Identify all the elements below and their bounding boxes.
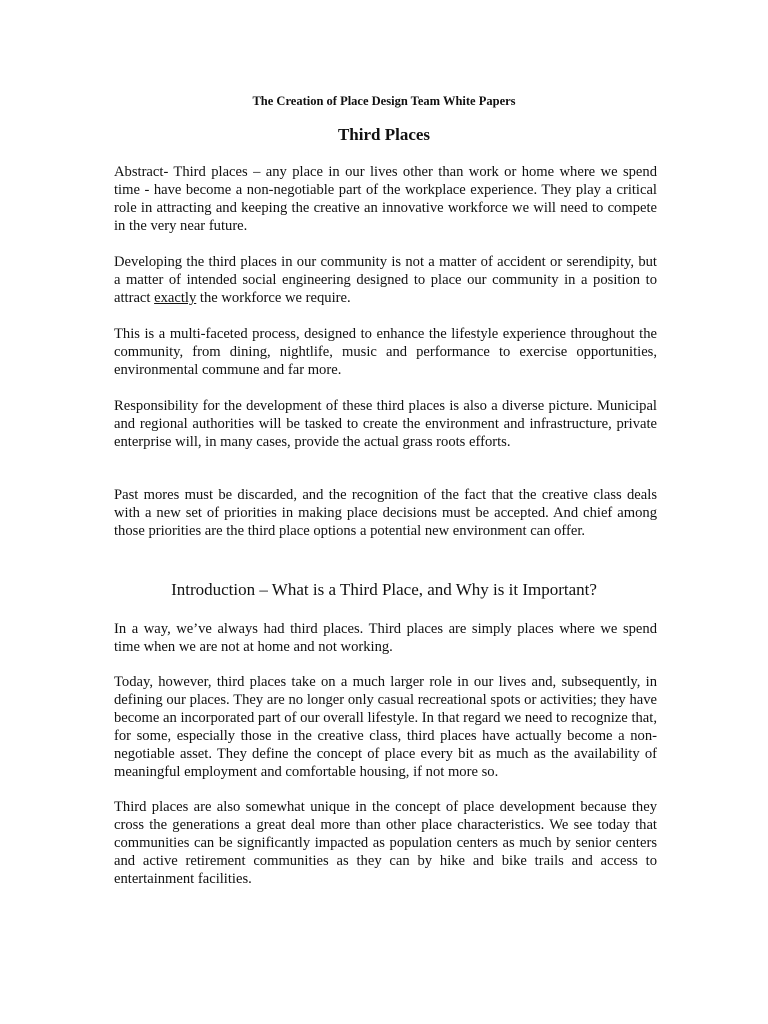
- abstract-paragraph-2-text-end: the workforce we require.: [196, 290, 351, 306]
- abstract-paragraph-1: Abstract- Third places – any place in our lives other than work or home where we spend time - have become a non-negotiable part of the workplace experience. They play a critical role in attracting and keeping the creative an innovative workforce we will need to compete in the very near future.: [114, 164, 657, 234]
- abstract-paragraph-3: This is a multi-faceted process, designed to enhance the lifestyle experience throughout the community, from dining, nightlife, music and performance to exercise opportunities, environmental commune and far more.: [114, 326, 657, 378]
- underlined-word: exactly: [154, 290, 197, 306]
- introduction-paragraph-3: Third places are also somewhat unique in the concept of place development because they cross the generations a great deal more than other place characteristics. We see today that communities can be significantly impacted as population centers as much by senior centers and active retirement communities as they can by hike and bike trails and access to entertainment facilities.: [114, 799, 657, 887]
- abstract-paragraph-5: Past mores must be discarded, and the recognition of the fact that the creative class deals with a new set of priorities in making place decisions must be accepted. And chief among those priorities are the third place options a potential new environment can offer.: [114, 487, 657, 539]
- document-title: Third Places: [337, 125, 431, 144]
- abstract-paragraph-4: Responsibility for the development of these third places is also a diverse picture. Municipal and regional authorities will be tasked to create the environment and infrastructure, private enterprise will, in many cases, provide the actual grass roots efforts.: [114, 398, 657, 450]
- abstract-paragraph-2-text-start: Developing the third places in our community is not a matter of accident or serendipity, but a matter of intended social engineering designed to place our community in a position to attract: [114, 254, 657, 306]
- document-header: The Creation of Place Design Team White Papers: [252, 94, 516, 108]
- introduction-heading: Introduction – What is a Third Place, and Why is it Important?: [171, 580, 597, 599]
- introduction-paragraph-1: In a way, we’ve always had third places. Third places are simply places where we spend time when we are not at home and not working.: [114, 621, 657, 655]
- abstract-paragraph-2: [114, 253, 657, 307]
- introduction-paragraph-2: Today, however, third places take on a much larger role in our lives and, subsequently, in defining our places. They are no longer only casual recreational spots or activities; they have become an incorporated part of our overall lifestyle. In that regard we need to recognize that, for some, especially those in the creative class, third places have actually become a non-negotiable asset. They define the concept of place every bit as much as the availability of meaningful employment and comfortable housing, if not more so.: [114, 674, 657, 780]
